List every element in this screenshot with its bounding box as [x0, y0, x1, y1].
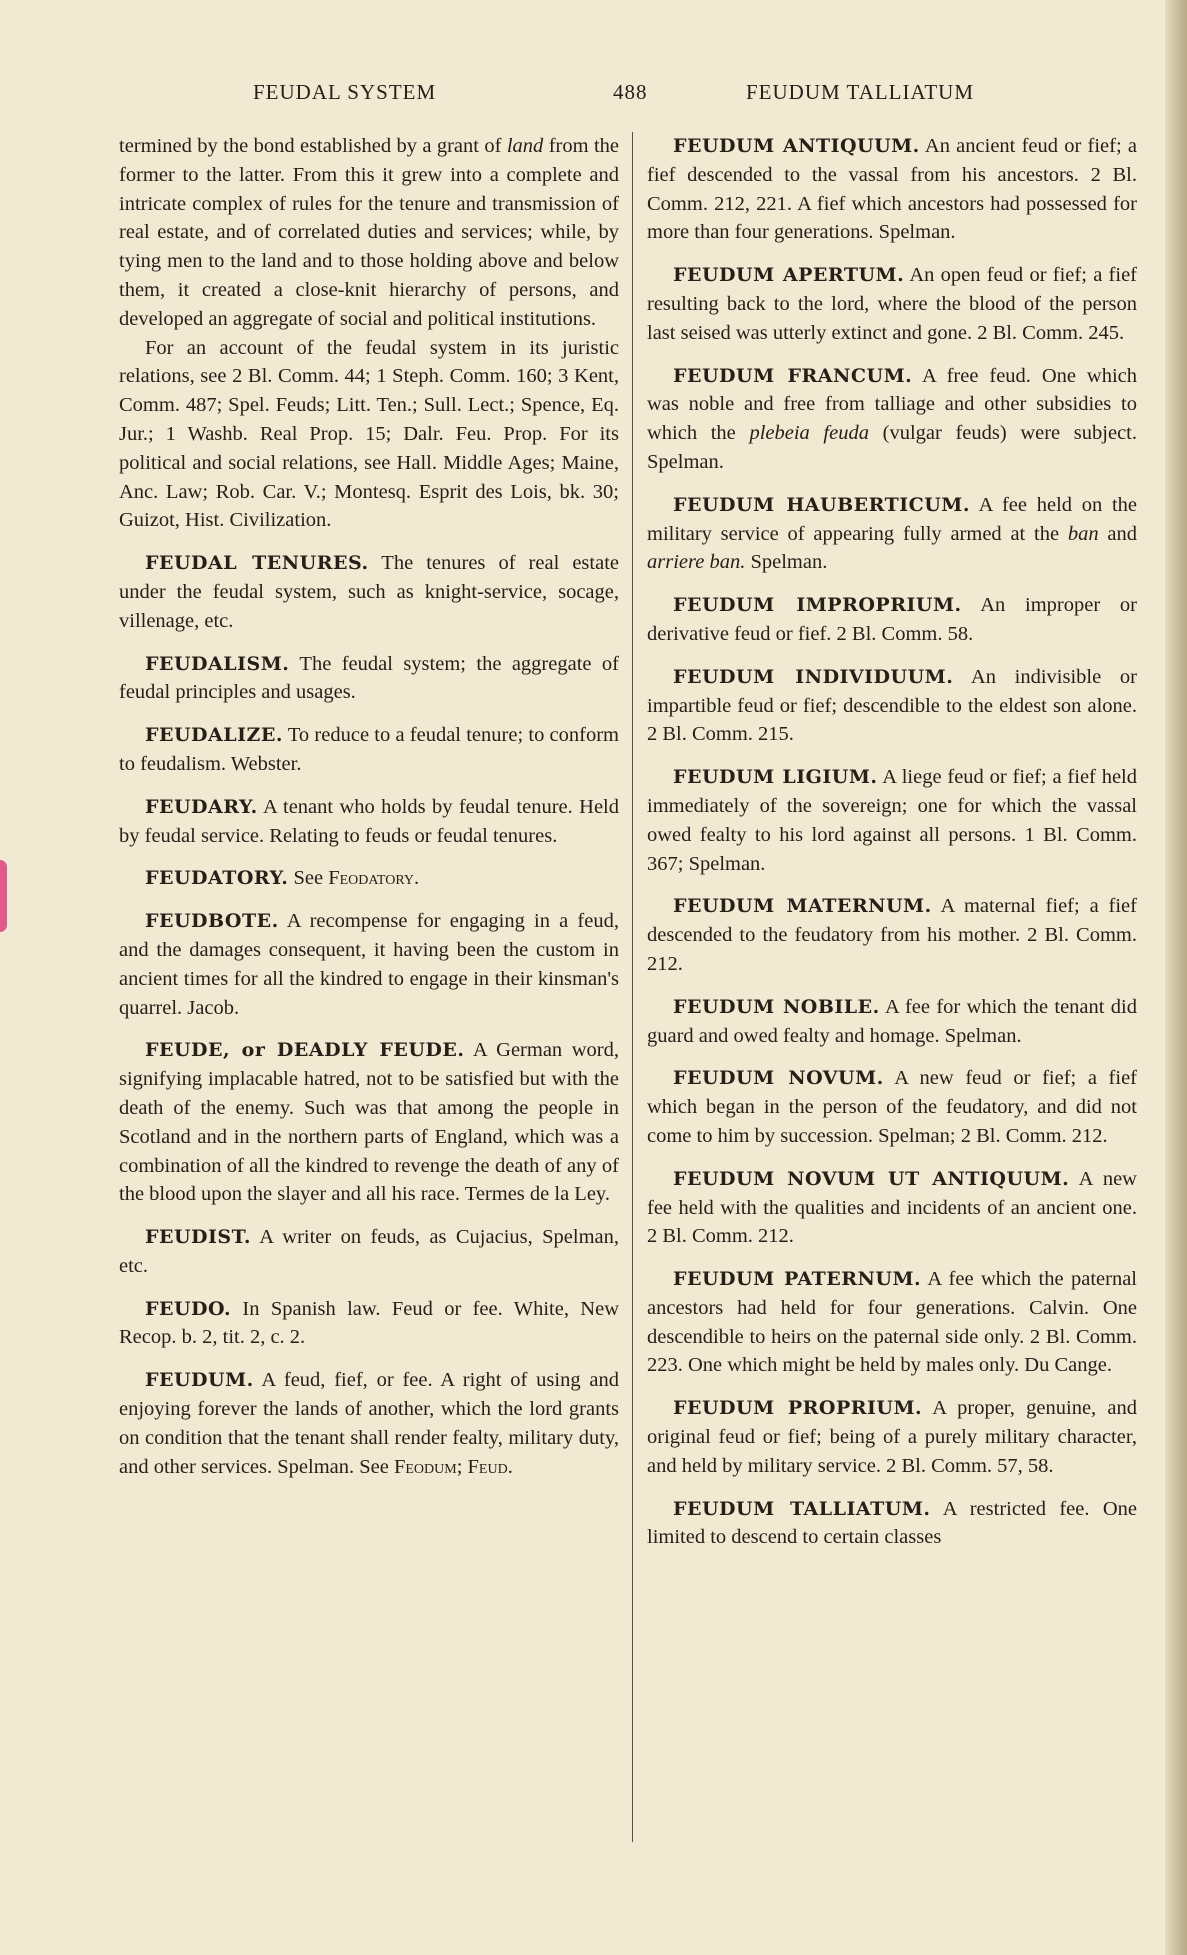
definition: In Spanish law. Feud or fee. White, New Recop. b. 2, tit. 2, c. 2.: [119, 1297, 619, 1349]
entry-text: from the former to the latter. From this it grew into a complete and intricate complex of rules for the tenure and transmission of real estate, and of correlated duties and services; while, by tying men to the land and to those holding above and below them, it created a close-knit hierarchy of persons, and developed an aggregate of social and political institutions.: [119, 135, 619, 330]
definition: Spelman.: [745, 551, 828, 574]
entry-feudal-tenures: [119, 549, 619, 635]
entry-feudalism: [119, 650, 619, 708]
entry-feudum-maternum: [647, 892, 1137, 978]
entry-feudbote: [119, 907, 619, 1022]
headword: FEUDUM NOBILE.: [673, 995, 880, 1018]
page-edge-shadow: [1165, 0, 1187, 1955]
cross-reference: Feodatory.: [328, 867, 420, 890]
entry-feudo: [119, 1295, 619, 1353]
headword: FEUDAL TENURES.: [145, 552, 369, 575]
definition: A feud, fief, or fee. A right of using and enjoying forever the lands of another, which the lord grants on condition that the tenant shall render fealty, military duty, and other services. Spelman. See: [119, 1369, 619, 1478]
definition: A writer on feuds, as Cujacius, Spelman, etc.: [119, 1226, 619, 1277]
definition: A new fee held with the qualities and incidents of an ancient one. 2 Bl. Comm. 212.: [647, 1167, 1137, 1248]
definition: A tenant who holds by feudal tenure. Held by feudal service. Relating to feuds or feudal tenures.: [119, 795, 619, 847]
headword: FEUDUM ANTIQUUM.: [673, 135, 920, 157]
cross-reference: Feodum; Feud.: [393, 1455, 513, 1478]
headword: FEUDBOTE.: [145, 910, 279, 933]
definition: A maternal fief; a fief descended to the feudatory from his mother. 2 Bl. Comm. 212.: [647, 895, 1137, 975]
left-column: [119, 132, 619, 1495]
definition: An open feud or fief; a fief resulting back to the lord, where the blood of the person last seised was utterly extinct and gone. 2 Bl. Comm. 245.: [647, 264, 1137, 344]
right-column: [647, 132, 1137, 1566]
definition: A new feud or fief; a fief which began in the person of the feudatory, and did not come to him by succession. Spelman; 2 Bl. Comm. 212.: [647, 1067, 1138, 1147]
headword: FEUDALIZE.: [145, 724, 283, 747]
definition: A fee for which the tenant did guard and owed fealty and homage. Spelman.: [647, 995, 1137, 1047]
headword: FEUDUM IMPROPRIUM.: [673, 594, 962, 617]
pink-bookmark-tab: [0, 860, 7, 932]
headword: FEUDUM NOVUM UT ANTIQUUM.: [673, 1167, 1070, 1190]
running-head: [0, 80, 1187, 110]
definition: A free feud. One which was noble and free from talliage and other subsidies to which the: [647, 364, 1137, 445]
headword: FEUDATORY.: [145, 867, 289, 890]
entry-feudum-proprium: [647, 1394, 1137, 1480]
italic-term: land: [506, 135, 544, 157]
definition: A proper, genuine, and original feud or fief; being of a purely military character, and held by military service. 2 Bl. Comm. 57, 58.: [647, 1397, 1137, 1477]
headword: FEUDUM INDIVIDUUM.: [673, 665, 954, 688]
italic-term: plebeia feuda: [749, 422, 869, 445]
entry-feudatory: [119, 864, 619, 893]
entry-text: termined by the bond established by a grant of: [119, 135, 507, 157]
definition: An improper or derivative feud or fief. 2 Bl. Comm. 58.: [647, 594, 1137, 645]
column-divider: [632, 132, 633, 1842]
references-paragraph: For an account of the feudal system in its juristic relations, see 2 Bl. Comm. 44; 1 Steph. Comm. 160; 3 Kent, Comm. 487; Spel. Feuds; Litt. Ten.; Sull. Lect.; Spence, Eq. Jur.; 1 Washb. Real Prop. 15; Dalr. Feu. Prop. For its political and social relations, see Hall. Middle Ages; Maine, Anc. Law; Rob. Car. V.; Montesq. Esprit des Lois, bk. 30; Guizot, Hist. Civilization.: [119, 336, 619, 532]
headword: FEUDUM MATERNUM.: [673, 895, 932, 918]
headword: FEUDUM PROPRIUM.: [673, 1397, 923, 1420]
entry-feudum-individuum: [647, 663, 1137, 749]
definition: A liege feud or fief; a fief held immediately of the sovereign; one for which the vassal owed fealty to his lord against all persons. 1 Bl. Comm. 367; Spelman.: [647, 766, 1137, 875]
entry-feude: [119, 1036, 619, 1209]
definition: and: [1098, 522, 1137, 545]
entry-feudum-ligium: [647, 763, 1137, 878]
entry-feudist: [119, 1223, 619, 1281]
headword: FEUDUM LIGIUM.: [673, 766, 878, 789]
headword: FEUDUM HAUBERTICUM.: [673, 493, 970, 516]
running-head-left: FEUDAL SYSTEM: [253, 80, 437, 104]
entry-feudum-improprium: [647, 591, 1137, 649]
definition: A German word, signifying implacable hatred, not to be satisfied but with the death of the enemy. Such was that among the people in Scotland and in the northern parts of England, which was a combination of all the kindred to revenge the death of any of the blood upon the slayer and all his race. Termes de la Ley.: [119, 1039, 619, 1206]
entry-feudary: [119, 793, 619, 851]
headword: FEUDARY.: [145, 795, 258, 818]
entry-feudum-novum: [647, 1064, 1137, 1150]
entry-feudum-francum: [647, 362, 1137, 477]
entry-feudum-talliatum: [647, 1495, 1137, 1553]
definition: A recompense for engaging in a feud, and the damages consequent, it having been the custom in ancient times for all the kindred to engage in their kinsman's quarrel. Jacob.: [119, 910, 619, 1019]
definition: The feudal system; the aggregate of feudal principles and usages.: [119, 652, 619, 704]
definition: An ancient feud or fief; a fief descended to the vassal from his ancestors. 2 Bl. Comm. 212, 221. A fief which ancestors had possessed for more than four generations. Spelman.: [647, 135, 1137, 244]
headword: FEUDE, or DEADLY FEUDE.: [145, 1039, 465, 1062]
definition: A restricted fee. One limited to descend to certain classes: [647, 1497, 1137, 1549]
headword: FEUDALISM.: [145, 652, 290, 675]
entry-feudum-antiquum: [647, 132, 1137, 247]
definition: (vulgar feuds) were subject. Spelman.: [647, 422, 1137, 473]
definition: A fee held on the military service of appearing fully armed at the: [647, 493, 1138, 545]
definition: To reduce to a feudal tenure; to conform to feudalism. Webster.: [119, 724, 619, 775]
entry-feudum-apertum: [647, 261, 1137, 347]
italic-term: arriere ban.: [647, 551, 746, 574]
definition: A fee which the paternal ancestors had held for four generations. Calvin. One descendible to heirs on the paternal side only. 2 Bl. Comm. 223. One which might be held by males only. Du Cange.: [647, 1268, 1137, 1377]
entry-feudum-novum-ut-antiquum: [647, 1165, 1137, 1251]
page-number: 488: [613, 80, 648, 104]
definition: An indivisible or impartible feud or fief; descendible to the eldest son alone. 2 Bl. Comm. 215.: [647, 665, 1137, 746]
entry-feudalize: [119, 721, 619, 779]
definition: The tenures of real estate under the feudal system, such as knight-service, socage, villenage, etc.: [119, 552, 619, 632]
headword: FEUDUM NOVUM.: [673, 1067, 884, 1090]
entry-feudum-hauberticum: [647, 491, 1137, 577]
entry-feudum: [119, 1366, 619, 1481]
headword: FEUDUM APERTUM.: [673, 264, 905, 287]
headword: FEUDO.: [145, 1297, 232, 1320]
headword: FEUDUM FRANCUM.: [673, 364, 913, 387]
entry-feudum-paternum: [647, 1265, 1137, 1380]
headword: FEUDUM TALLIATUM.: [673, 1497, 931, 1520]
headword: FEUDIST.: [145, 1226, 251, 1249]
entry-feudum-nobile: [647, 993, 1137, 1051]
definition: See: [288, 867, 329, 890]
running-head-right: FEUDUM TALLIATUM: [746, 80, 975, 104]
continued-entry-text: [119, 132, 619, 334]
headword: FEUDUM.: [145, 1369, 254, 1392]
headword: FEUDUM PATERNUM.: [673, 1268, 922, 1291]
italic-term: ban: [1067, 522, 1099, 545]
